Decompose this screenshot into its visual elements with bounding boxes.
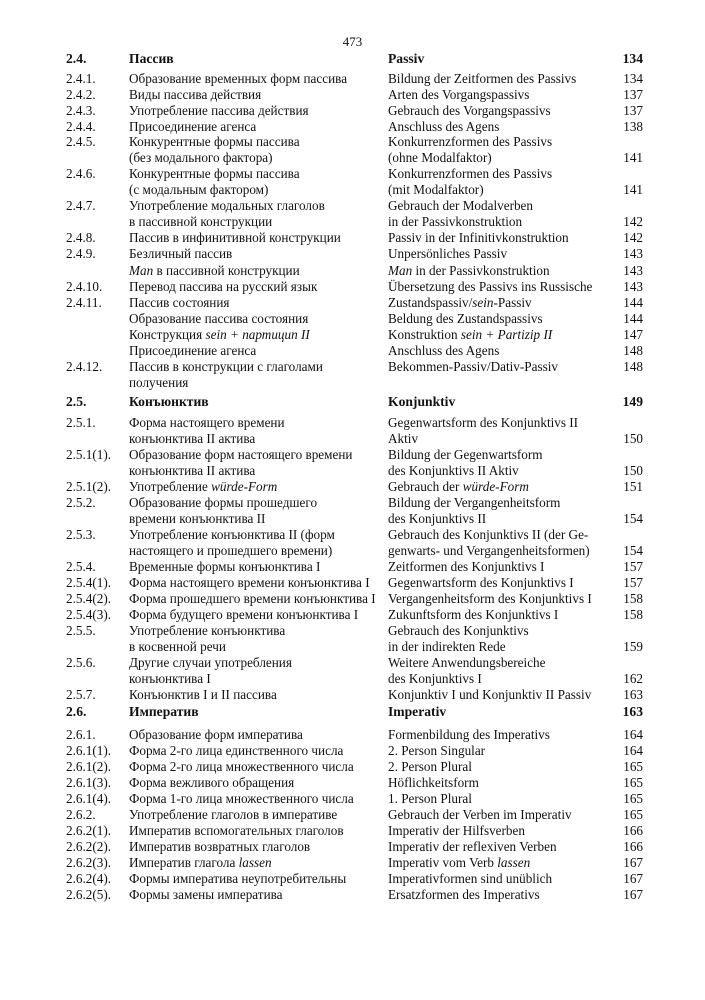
section-page: 149 [622,394,643,409]
entry-title-de: Imperativ der Hilfsverben [388,823,525,838]
entry-title-de: Konkurrenzformen des Passivs [388,134,553,149]
entry-number: 2.4.1. [66,71,96,86]
entry-title-de: Bekommen-Passiv/Dativ-Passiv [388,359,558,374]
entry-title-de [388,295,532,311]
entry-title-de: genwarts- und Vergangenheitsformen) [388,543,590,558]
toc-entry [0,311,705,327]
entry-title-ru: (без модального фактора) [129,150,273,165]
entry-title-de: Höflichkeitsform [388,775,479,790]
entry-title-de: Konkurrenzformen des Passivs [388,166,553,181]
toc-entry [0,150,705,166]
entry-title-ru: Образование формы прошедшего [129,495,318,510]
entry-title-de: Arten des Vorgangspassivs [388,87,530,102]
entry-title-de: Gebrauch des Vorgangspassivs [388,103,551,118]
entry-title-de: Imperativformen sind unüblich [388,871,553,886]
toc-entry [0,230,705,246]
entry-title-de: Formenbildung des Imperativs [388,727,550,742]
entry-title-de: Weitere Anwendungsbereiche [388,655,546,670]
section-page: 134 [622,51,643,66]
section-title-ru: Пассив [129,51,174,66]
entry-number: 2.6.2. [66,807,96,822]
entry-title-de [388,855,530,871]
entry-number: 2.6.2(4). [66,871,112,886]
entry-title-de: des Konjunktivs I [388,671,482,686]
entry-title-ru [129,263,300,279]
toc-entry [0,214,705,230]
entry-number: 2.5.1(2). [66,479,112,494]
entry-title-ru-rest: в пассивной конструкции [153,263,300,278]
entry-title-de: Bildung der Zeitformen des Passivs [388,71,577,86]
entry-title-de: des Konjunktivs II [388,511,487,526]
toc-entry [0,871,705,887]
entry-title-de: des Konjunktivs II Aktiv [388,463,519,478]
entry-title-ru: Пассив в инфинитивной конструкции [129,230,341,245]
entry-page: 142 [623,230,643,245]
toc-entry [0,591,705,607]
toc-entry [0,655,705,671]
entry-number: 2.6.2(1). [66,823,112,838]
entry-page: 158 [623,607,643,622]
entry-page: 151 [623,479,643,494]
section-title-de: Passiv [388,51,425,66]
toc-entry [0,295,705,311]
toc-entry [0,743,705,759]
entry-number: 2.4.10. [66,279,103,294]
entry-title-de: in der Passivkonstruktion [388,214,523,229]
entry-title-de: in der indirekten Rede [388,639,506,654]
section-number: 2.5. [66,394,87,409]
toc-entry [0,559,705,575]
entry-number: 2.6.2(2). [66,839,112,854]
entry-title-de: Anschluss des Agens [388,343,500,358]
toc-entry [0,279,705,295]
entry-number: 2.4.3. [66,103,96,118]
entry-title-ru-italic: Man [129,263,154,278]
toc-entry [0,855,705,871]
entry-number: 2.6.2(5). [66,887,112,902]
entry-title-ru: конъюнктива II актива [129,463,256,478]
entry-title-de: Zeitformen des Konjunktivs I [388,559,545,574]
toc-entry [0,607,705,623]
entry-page: 158 [623,591,643,606]
entry-title-de [388,327,552,343]
entry-number: 2.5.4. [66,559,96,574]
entry-title-ru: Пассив состояния [129,295,230,310]
entry-title-ru: Императив возвратных глаголов [129,839,311,854]
entry-number: 2.6.1. [66,727,96,742]
toc-entry [0,727,705,743]
entry-page: 167 [623,887,643,902]
entry-title-ru: Употребление глаголов в императиве [129,807,338,822]
entry-title-ru: Перевод пассива на русский язык [129,279,318,294]
toc-entry [0,415,705,431]
entry-number: 2.6.2(3). [66,855,112,870]
entry-title-de: 1. Person Plural [388,791,472,806]
entry-page: 150 [623,463,643,478]
entry-title-ru: Употребление модальных глаголов [129,198,325,213]
entry-title-de-rest: -Passiv [493,295,532,310]
entry-title-ru: Безличный пассив [129,246,233,261]
entry-title-de: Bildung der Vergangenheitsform [388,495,561,510]
entry-title-de: Gebrauch des Konjunktivs [388,623,529,638]
section-heading [0,394,705,410]
entry-title-ru: Образование пассива состояния [129,311,309,326]
toc-entry [0,166,705,182]
toc-entry [0,343,705,359]
entry-title-de: Bildung der Gegenwartsform [388,447,543,462]
entry-page: 165 [623,791,643,806]
entry-title-de: Zukunftsform des Konjunktivs I [388,607,559,622]
entry-number: 2.6.1(1). [66,743,112,758]
entry-title-ru-italic: würde-Form [211,479,278,494]
entry-page: 144 [623,311,643,326]
entry-number: 2.6.1(4). [66,791,112,806]
entry-title-ru [129,479,277,495]
entry-number: 2.4.7. [66,198,96,213]
toc-entry [0,463,705,479]
entry-page: 157 [623,575,643,590]
entry-page: 144 [623,295,643,310]
entry-title-de: Gegenwartsform des Konjunktivs II [388,415,579,430]
entry-title-ru: Присоединение агенса [129,119,257,134]
toc-entry [0,527,705,543]
entry-title-ru: Временные формы конъюнктива I [129,559,321,574]
toc-entry [0,103,705,119]
entry-title-ru: Конкурентные формы пассива [129,134,300,149]
entry-title-de-italic: sein + Partizip II [460,327,553,342]
section-heading [0,51,705,67]
entry-title-ru: Употребление конъюнктива [129,623,286,638]
entry-page: 142 [623,214,643,229]
entry-title-de: Aktiv [388,431,419,446]
entry-title-de: Übersetzung des Passivs ins Russische [388,279,593,294]
entry-title-ru: Пассив в конструкции с глаголами [129,359,323,374]
entry-page: 147 [623,327,643,342]
toc-entry [0,687,705,703]
toc-entry [0,327,705,343]
entry-title-ru: Образование форм императива [129,727,303,742]
entry-title-de: Anschluss des Agens [388,119,500,134]
entry-title-ru: Другие случаи употребления [129,655,292,670]
entry-page: 167 [623,871,643,886]
entry-number: 2.6.1(3). [66,775,112,790]
entry-page: 150 [623,431,643,446]
toc-entry [0,887,705,903]
entry-number: 2.4.8. [66,230,96,245]
toc-entry [0,87,705,103]
section-title-ru: Конъюнктив [129,394,209,409]
section-title-de: Konjunktiv [388,394,456,409]
entry-title-ru: Форма прошедшего времени конъюнктива I [129,591,376,606]
entry-title-ru: Употребление пассива действия [129,103,309,118]
entry-title-ru [129,855,272,871]
entry-number: 2.4.2. [66,87,96,102]
toc-entry [0,791,705,807]
entry-number: 2.5.5. [66,623,96,638]
toc-entry [0,511,705,527]
toc-entry [0,823,705,839]
entry-number: 2.4.12. [66,359,103,374]
entry-number: 2.5.2. [66,495,96,510]
toc-entry [0,775,705,791]
entry-page: 137 [623,103,643,118]
entry-number: 2.4.5. [66,134,96,149]
entry-title-de [388,479,529,495]
entry-title-de: Unpersönliches Passiv [388,246,508,261]
entry-title-ru: Присоединение агенса [129,343,257,358]
entry-page: 157 [623,559,643,574]
toc-entry [0,431,705,447]
entry-page: 165 [623,807,643,822]
entry-title-de: 2. Person Singular [388,743,486,758]
entry-number: 2.5.4(2). [66,591,112,606]
entry-title-ru: Конъюнктив I и II пассива [129,687,277,702]
entry-title-de: Vergangenheitsform des Konjunktivs I [388,591,592,606]
entry-title-ru: Форма настоящего времени [129,415,285,430]
entry-title-de-italic: Man [388,263,413,278]
entry-page: 141 [623,150,643,165]
toc-entry [0,807,705,823]
entry-title-ru: Императив вспомогательных глаголов [129,823,344,838]
entry-title-ru: Форма настоящего времени конъюнктива I [129,575,370,590]
entry-number: 2.5.3. [66,527,96,542]
entry-title-ru: настоящего и прошедшего времени) [129,543,333,558]
entry-page: 141 [623,182,643,197]
entry-number: 2.4.4. [66,119,96,134]
entry-title-ru: Форма 1-го лица множественного числа [129,791,354,806]
entry-title-ru: времени конъюнктива II [129,511,266,526]
entry-title-ru-pre: Употребление [129,479,212,494]
entry-page: 148 [623,359,643,374]
entry-number: 2.5.7. [66,687,96,702]
entry-page: 166 [623,823,643,838]
toc-entry [0,671,705,687]
entry-title-de: 2. Person Plural [388,759,472,774]
entry-number: 2.5.1(1). [66,447,112,462]
entry-page: 154 [623,511,643,526]
entry-title-de: Imperativ der reflexiven Verben [388,839,557,854]
entry-number: 2.5.1. [66,415,96,430]
entry-page: 164 [623,743,643,758]
toc-entry [0,246,705,262]
entry-page: 163 [623,687,643,702]
entry-page: 143 [623,246,643,261]
entry-number: 2.4.11. [66,295,102,310]
entry-title-ru: Формы замены императива [129,887,283,902]
entry-title-ru-pre: Конструкция [129,327,206,342]
entry-title-ru: Формы императива неупотребительны [129,871,347,886]
toc-entry [0,375,705,391]
entry-title-de-italic: lassen [497,855,531,870]
entry-page: 138 [623,119,643,134]
entry-title-de-rest: in der Passivkonstruktion [412,263,550,278]
toc-entry [0,263,705,279]
entry-number: 2.5.4(3). [66,607,112,622]
entry-page: 167 [623,855,643,870]
entry-number: 2.5.6. [66,655,96,670]
section-title-de: Imperativ [388,704,447,719]
toc-entry [0,71,705,87]
toc-entry [0,479,705,495]
entry-title-de-pre: Gebrauch der [388,479,463,494]
entry-title-de: Gebrauch der Modalverben [388,198,533,213]
entry-title-de: Gebrauch der Verben im Imperativ [388,807,572,822]
entry-page: 165 [623,775,643,790]
entry-title-ru: (с модальным фактором) [129,182,269,197]
entry-title-de: Konjunktiv I und Konjunktiv II Passiv [388,687,592,702]
toc-entry [0,639,705,655]
entry-title-de-pre: Zustandspassiv/ [388,295,473,310]
entry-page: 165 [623,759,643,774]
entry-title-de [388,263,550,279]
toc-entry [0,623,705,639]
section-number: 2.4. [66,51,87,66]
toc-entry [0,182,705,198]
page-number: 473 [342,34,363,49]
entry-title-de-italic: würde-Form [462,479,529,494]
entry-page: 134 [623,71,643,86]
toc-entry [0,543,705,559]
entry-title-ru [129,327,310,343]
entry-number: 2.5.4(1). [66,575,112,590]
entry-title-de: (mit Modalfaktor) [388,182,484,197]
entry-page: 162 [623,671,643,686]
entry-title-ru: Форма будущего времени конъюнктива I [129,607,359,622]
section-title-ru: Императив [129,704,199,719]
entry-title-ru: Образование временных форм пассива [129,71,348,86]
toc-entry [0,134,705,150]
entry-title-ru: Образование форм настоящего времени [129,447,353,462]
entry-title-ru: получения [129,375,189,390]
entry-page: 159 [623,639,643,654]
toc-entry [0,759,705,775]
entry-title-ru: Конкурентные формы пассива [129,166,300,181]
entry-number: 2.6.1(2). [66,759,112,774]
entry-number: 2.4.9. [66,246,96,261]
entry-title-ru: конъюнктива I [129,671,211,686]
toc-entry [0,839,705,855]
toc-entry [0,495,705,511]
entry-title-de-pre: Imperativ vom Verb [388,855,498,870]
entry-title-ru-italic: sein + партицип II [205,327,310,342]
section-heading [0,704,705,720]
section-number: 2.6. [66,704,87,719]
entry-title-ru: Форма 2-го лица множественного числа [129,759,354,774]
toc-entry [0,575,705,591]
entry-title-ru: Форма 2-го лица единственного числа [129,743,344,758]
entry-title-de: Gebrauch des Konjunktivs II (der Ge- [388,527,589,542]
entry-title-ru: Виды пассива действия [129,87,262,102]
entry-page: 143 [623,263,643,278]
section-page: 163 [622,704,643,719]
entry-page: 148 [623,343,643,358]
toc-entry [0,447,705,463]
entry-title-ru-italic: lassen [238,855,272,870]
entry-page: 143 [623,279,643,294]
entry-title-ru: Употребление конъюнктива II (форм [129,527,335,542]
entry-title-ru-pre: Императив глагола [129,855,239,870]
entry-page: 154 [623,543,643,558]
toc-entry [0,198,705,214]
entry-title-ru: конъюнктива II актива [129,431,256,446]
entry-page: 164 [623,727,643,742]
entry-page: 166 [623,839,643,854]
toc-entry [0,119,705,135]
toc-entry [0,359,705,375]
entry-title-de: Passiv in der Infinitivkonstruktion [388,230,569,245]
entry-title-de: Beldung des Zustandspassivs [388,311,543,326]
entry-number: 2.4.6. [66,166,96,181]
entry-title-de-pre: Konstruktion [388,327,461,342]
entry-title-ru: в пассивной конструкции [129,214,273,229]
entry-title-ru: в косвенной речи [129,639,226,654]
entry-page: 137 [623,87,643,102]
entry-title-de: Ersatzformen des Imperativs [388,887,540,902]
entry-title-ru: Форма вежливого обращения [129,775,295,790]
entry-title-de-italic: sein [472,295,494,310]
entry-title-de: Gegenwartsform des Konjunktivs I [388,575,574,590]
entry-title-de: (ohne Modalfaktor) [388,150,492,165]
